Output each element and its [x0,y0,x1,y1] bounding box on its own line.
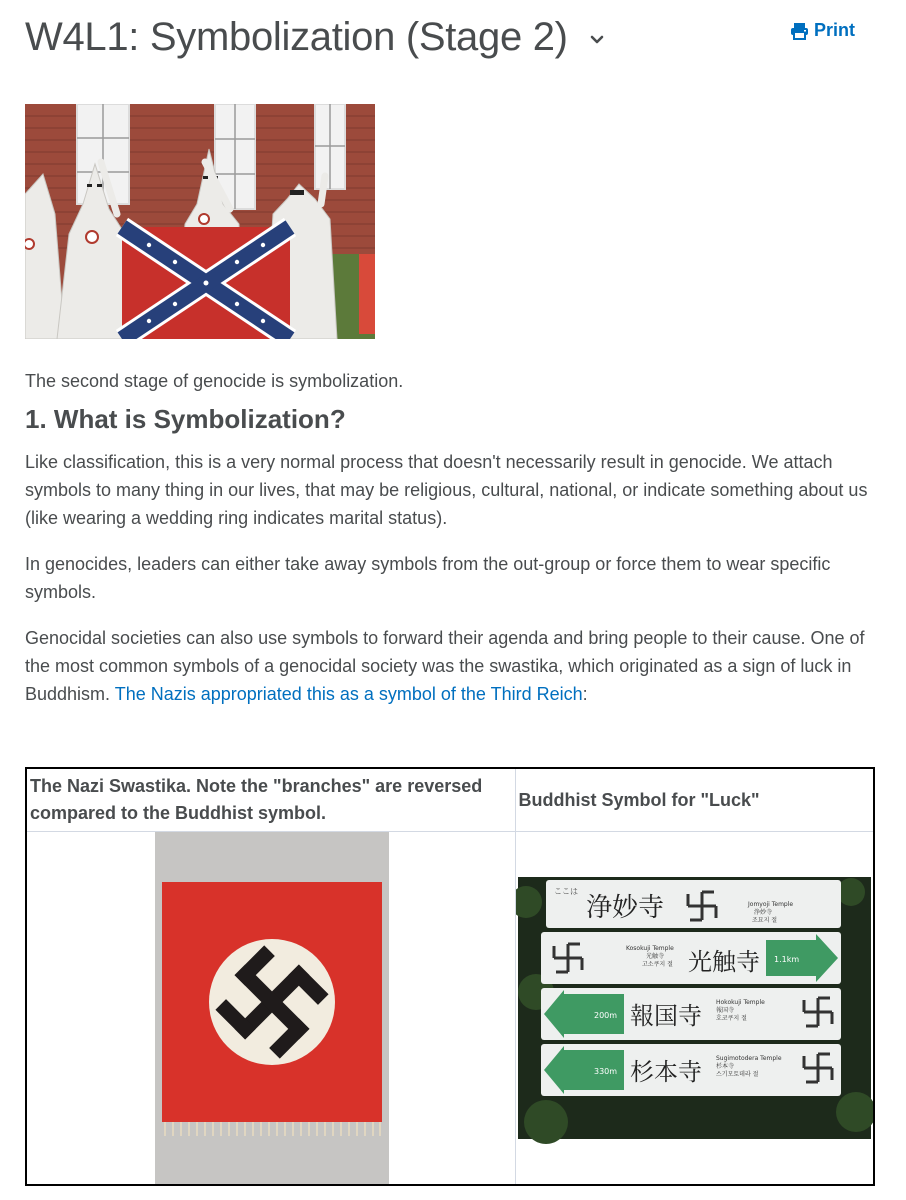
main-content [25,368,870,726]
print-button[interactable] [790,20,855,41]
table-header-row [26,768,874,832]
comparison-table [25,767,875,1186]
sign-row4-main: 杉本寺 [629,1058,702,1086]
page-header [25,14,865,64]
sign-row1-en: Jomyoji Temple [747,901,793,908]
sign-row1-main: 浄妙寺 [585,893,664,923]
sign-row3-sub: 報国寺 [715,1007,734,1014]
section-heading: 1. What is Symbolization? [25,404,346,434]
sign-row2-sub: 光触寺 [645,953,664,960]
nazi-flag-cell [26,832,515,1186]
sign-row3-dist: 200m [593,1011,617,1020]
sign-row1-small: ここは [553,887,578,896]
chevron-down-icon[interactable] [586,28,608,50]
temple-signs-cell [515,832,874,1186]
sign-row3-main: 報国寺 [629,1002,702,1030]
page-title: W4L1: Symbolization (Stage 2) [25,15,568,59]
paragraph-swastika-text: Genocidal societies can also use symbols to forward their agenda and bring people to their cause. One of the most common symbols of a genocidal society was the swastika, which originated as a sign of luck in Buddhism. [25,628,865,704]
third-reich-link[interactable]: The Nazis appropriated this as a symbol of the Third Reich [114,684,583,704]
sign-row4-en: Sugimotodera Temple [715,1055,782,1062]
buddhist-symbol-header: Buddhist Symbol for "Luck" [515,768,874,832]
intro-text: The second stage of genocide is symbolization. [25,371,404,391]
sign-row2-kr: 고소쿠지 절 [641,961,673,968]
sign-row2-main: 光触寺 [687,948,760,976]
paragraph-swastika-end: : [582,684,588,704]
nazi-flag-image [27,832,514,1184]
sign-row4-dist: 330m [593,1067,617,1076]
sign-row1-kr: 조묘지 절 [751,917,777,924]
paragraph-out-group: In genocides, leaders can either take away symbols from the out-group or force them to wear specific symbols. [25,554,831,602]
hero-image [25,104,375,339]
temple-signs-image [516,832,873,1184]
sign-row4-sub: 杉本寺 [715,1063,734,1070]
table-image-row [26,832,874,1186]
sign-row1-sub: 浄妙寺 [753,909,772,916]
sign-row2-dist: 1.1km [773,955,799,964]
sign-row4-kr: 스기모토데라 절 [715,1071,758,1078]
sign-row3-en: Hokokuji Temple [715,999,765,1006]
sign-row2-en: Kosokuji Temple [625,945,674,952]
printer-icon [790,22,809,40]
sign-row3-kr: 호코쿠지 절 [715,1015,747,1022]
nazi-swastika-header: The Nazi Swastika. Note the "branches" are reversed compared to the Buddhist symbol. [26,768,515,832]
print-label: Print [813,20,855,40]
paragraph-swastika [25,624,870,708]
paragraph-classification: Like classification, this is a very normal process that doesn't necessarily result in genocide. We attach symbols to many thing in our lives, that may be religious, cultural, national, or indicate something about us (like wearing a wedding ring indicates marital status). [25,452,868,528]
